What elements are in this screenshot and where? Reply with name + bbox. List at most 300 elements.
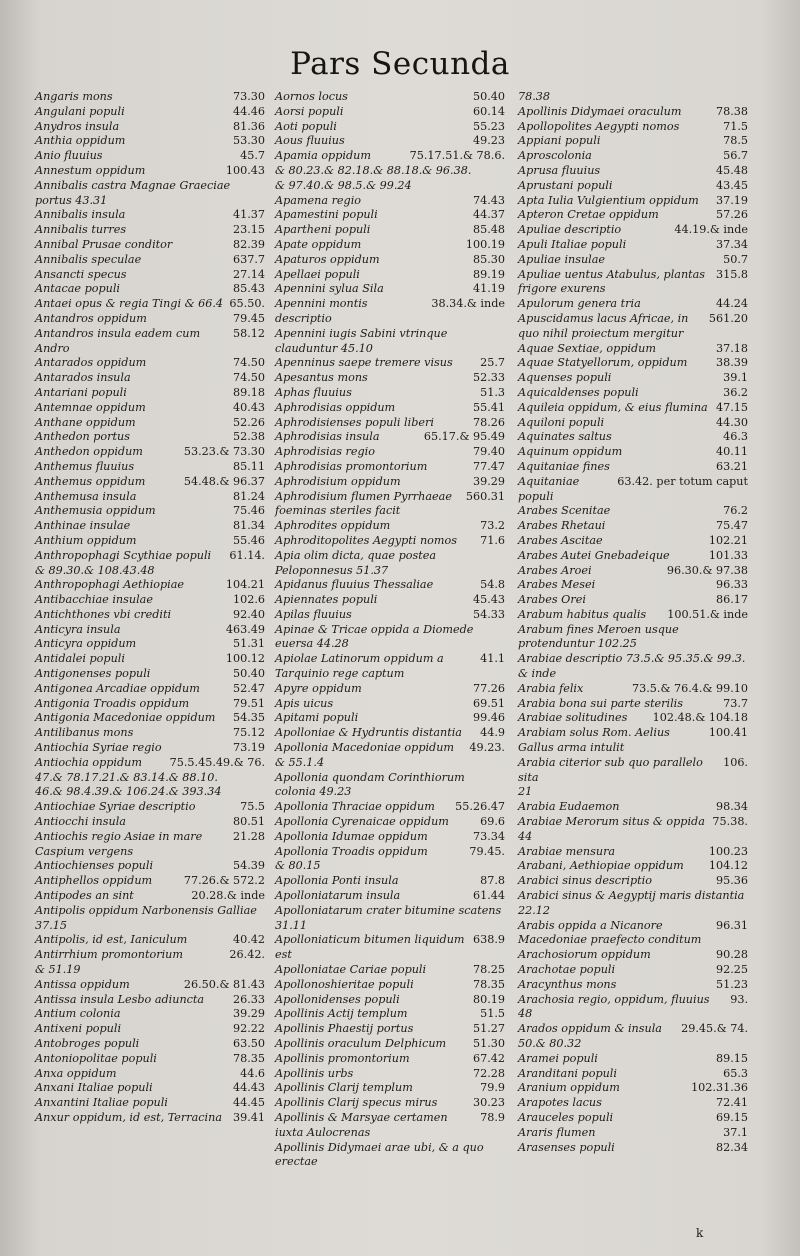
entry-term: Aquicaldenses populi bbox=[518, 385, 639, 399]
entry-term: Apellaei populi bbox=[275, 267, 360, 281]
entry-term: Arados oppidum & insula bbox=[518, 1022, 662, 1036]
entry-term: Arapotes lacus bbox=[518, 1096, 602, 1110]
entry-term: Aquinum oppidum bbox=[518, 445, 623, 459]
entry-reference: 55.23 bbox=[472, 119, 505, 133]
entry-term: Aphrodisias oppidum bbox=[275, 400, 396, 414]
index-entry bbox=[35, 815, 265, 830]
entry-term: Angaris mons bbox=[35, 90, 113, 103]
entry-reference: 75.47 bbox=[715, 519, 748, 533]
entry-reference: 58.12 bbox=[232, 326, 265, 340]
entry-reference: 47.15 bbox=[715, 400, 748, 414]
entry-term: Apennini sylua Sila bbox=[275, 282, 384, 296]
entry-reference: 39.29 bbox=[232, 1007, 265, 1021]
index-entry bbox=[518, 1067, 748, 1082]
index-entry bbox=[275, 475, 505, 490]
index-entry bbox=[518, 238, 748, 253]
index-entry bbox=[35, 667, 265, 682]
entry-term: Apis uicus bbox=[275, 696, 334, 710]
index-entry bbox=[518, 371, 748, 386]
entry-term: Anthedon portus bbox=[35, 430, 130, 444]
entry-reference: 44.30 bbox=[715, 415, 748, 429]
entry-reference: 99.46 bbox=[472, 711, 505, 725]
entry-reference: 54.33 bbox=[472, 607, 505, 621]
entry-reference: 38.39 bbox=[715, 356, 748, 370]
index-entry bbox=[518, 179, 748, 194]
entry-term: Apuliae uentus Atabulus, plantas frigore exurens bbox=[518, 267, 706, 296]
page-title: Pars Secunda bbox=[290, 46, 510, 82]
entry-reference: 104.21 bbox=[225, 578, 265, 592]
index-entry bbox=[275, 933, 505, 963]
entry-term: Aquae Sextiae, oppidum bbox=[518, 341, 656, 355]
entry-reference: 29.45.& 74. bbox=[681, 1022, 748, 1036]
index-entry bbox=[518, 756, 748, 786]
index-entry bbox=[35, 179, 265, 209]
index-column-2 bbox=[275, 90, 505, 1170]
entry-term: Araris flumen bbox=[518, 1125, 596, 1139]
index-entry bbox=[35, 164, 265, 179]
index-entry bbox=[518, 120, 748, 135]
entry-term: Antarados insula bbox=[35, 371, 131, 385]
index-entry bbox=[275, 889, 505, 904]
entry-reference: 96.33 bbox=[715, 578, 748, 592]
entry-reference: 50.40 bbox=[472, 90, 505, 103]
entry-term: Apollonia Troadis oppidum bbox=[275, 844, 428, 858]
entry-reference: 41.37 bbox=[232, 208, 265, 222]
index-entry bbox=[518, 874, 748, 889]
entry-term: Antandros insula eadem cum Andro bbox=[35, 326, 201, 355]
index-entry bbox=[518, 948, 748, 963]
entry-reference: 73.5.& 76.4.& 99.10 bbox=[632, 681, 748, 695]
entry-term: Arabici sinus & Aegyptij maris distantia 22.12 bbox=[518, 889, 745, 917]
index-entry bbox=[275, 164, 505, 179]
entry-term: Antigonenses populi bbox=[35, 667, 151, 681]
index-entry bbox=[275, 771, 505, 801]
index-entry bbox=[35, 1111, 265, 1126]
index-entry bbox=[275, 711, 505, 726]
index-entry bbox=[35, 445, 265, 460]
entry-reference: 50.7 bbox=[723, 252, 748, 266]
entry-term: Apollonidenses populi bbox=[275, 992, 400, 1006]
entry-reference: 44.9 bbox=[480, 726, 505, 740]
index-entry bbox=[275, 1141, 505, 1171]
entry-term: Arabes Aroei bbox=[518, 563, 592, 577]
index-entry bbox=[275, 430, 505, 445]
index-entry bbox=[35, 401, 265, 416]
index-entry bbox=[518, 800, 748, 815]
index-entry bbox=[518, 1052, 748, 1067]
index-entry bbox=[35, 608, 265, 623]
index-entry bbox=[35, 593, 265, 608]
entry-reference: 23.15 bbox=[232, 223, 265, 237]
index-entry bbox=[35, 371, 265, 386]
entry-reference: 89.19 bbox=[472, 267, 505, 281]
index-entry bbox=[518, 475, 748, 505]
entry-term: Apollinis promontorium bbox=[275, 1051, 410, 1065]
entry-term: Apollinis Actij templum bbox=[275, 1007, 408, 1021]
index-entry bbox=[35, 238, 265, 253]
entry-reference: 36.2 bbox=[723, 385, 748, 399]
entry-term: Anthinae insulae bbox=[35, 519, 131, 533]
index-entry bbox=[518, 978, 748, 993]
index-entry bbox=[35, 490, 265, 505]
entry-term: Anthedon oppidum bbox=[35, 445, 143, 459]
index-entry bbox=[275, 1067, 505, 1082]
index-entry bbox=[35, 1007, 265, 1022]
entry-term: Apamestini populi bbox=[275, 208, 378, 222]
entry-reference: 82.34 bbox=[715, 1140, 748, 1154]
index-entry bbox=[35, 726, 265, 741]
entry-term: Arabia bona sui parte sterilis bbox=[518, 696, 684, 710]
entry-term: Antium colonia bbox=[35, 1007, 121, 1021]
index-entry bbox=[35, 504, 265, 519]
index-entry bbox=[518, 356, 748, 371]
entry-term: Apia olim dicta, quae postea Peloponnesus 51.37 bbox=[275, 548, 437, 577]
entry-term: Antobroges populi bbox=[35, 1037, 140, 1050]
entry-term: Apolloniatarum crater bitumine scatens 31.11 bbox=[275, 903, 502, 932]
index-entry bbox=[518, 460, 748, 475]
entry-reference: 81.34 bbox=[232, 519, 265, 533]
index-entry bbox=[275, 194, 505, 209]
index-entry bbox=[275, 800, 505, 815]
entry-term: Antixeni populi bbox=[35, 1022, 122, 1036]
entry-term: Anxur oppidum, id est, Terracina bbox=[35, 1110, 222, 1124]
entry-reference: 560.31 bbox=[465, 489, 505, 503]
index-entry bbox=[518, 889, 748, 919]
entry-reference: 44.43 bbox=[232, 1081, 265, 1095]
index-entry bbox=[35, 756, 265, 771]
index-entry bbox=[35, 904, 265, 934]
entry-term: Arabum habitus qualis bbox=[518, 607, 647, 621]
index-entry bbox=[275, 371, 505, 386]
index-entry bbox=[518, 90, 748, 105]
index-entry bbox=[35, 416, 265, 431]
index-entry bbox=[518, 593, 748, 608]
entry-reference: 72.41 bbox=[715, 1096, 748, 1110]
entry-term: Aous fluuius bbox=[275, 134, 345, 148]
entry-term: Apollonia Cyrenaicae oppidum bbox=[275, 815, 449, 829]
entry-term: Apolloniae & Hydruntis distantia bbox=[275, 726, 462, 740]
entry-reference: 55.41 bbox=[472, 400, 505, 414]
entry-term: Aphrodisias regio bbox=[275, 445, 375, 459]
entry-term: Arabum fines Meroen usque protenduntur 102.25 bbox=[518, 622, 679, 651]
index-entry bbox=[35, 741, 265, 756]
entry-reference: 81.24 bbox=[232, 489, 265, 503]
index-entry bbox=[275, 1052, 505, 1067]
entry-term: Aquitaniae populi bbox=[518, 474, 580, 503]
entry-reference: 75.46 bbox=[232, 504, 265, 518]
entry-term: Anxantini Italiae populi bbox=[35, 1096, 168, 1110]
entry-reference: 74.43 bbox=[472, 193, 505, 207]
entry-term: Apolloniaticum bitumen liquidum est bbox=[275, 933, 465, 962]
entry-term: Apuliae descriptio bbox=[518, 223, 622, 237]
index-entry bbox=[35, 134, 265, 149]
index-column-1 bbox=[35, 90, 265, 1126]
entry-term: Apitami populi bbox=[275, 711, 359, 725]
entry-term: Aranium oppidum bbox=[518, 1081, 620, 1095]
entry-reference: 49.23. bbox=[469, 741, 505, 755]
entry-term: Anthemusia oppidum bbox=[35, 504, 156, 518]
index-entry bbox=[518, 623, 748, 653]
index-entry bbox=[275, 90, 505, 105]
entry-term: Anxa oppidum bbox=[35, 1066, 117, 1080]
entry-term: Apilas fluuius bbox=[275, 607, 352, 621]
index-entry bbox=[275, 904, 505, 934]
entry-term: Antipolis, id est, Ianiculum bbox=[35, 933, 188, 947]
entry-reference: 51.31 bbox=[232, 637, 265, 651]
index-entry bbox=[35, 993, 265, 1008]
index-entry bbox=[35, 978, 265, 993]
index-entry bbox=[35, 208, 265, 223]
index-entry bbox=[35, 933, 265, 948]
entry-reference: 54.35 bbox=[232, 711, 265, 725]
index-entry bbox=[275, 741, 505, 756]
entry-reference: 102.48.& 104.18 bbox=[652, 711, 748, 725]
index-entry bbox=[518, 1037, 748, 1052]
entry-term: Arabani, Aethiopiae oppidum bbox=[518, 859, 684, 873]
entry-reference: 80.51 bbox=[232, 815, 265, 829]
entry-term: Arabis oppida a Nicanore Macedoniae praefecto conditum bbox=[518, 918, 702, 947]
entry-term: Anydros insula bbox=[35, 119, 120, 133]
entry-term: Apennini montis descriptio bbox=[275, 297, 368, 325]
entry-term: Aproscolonia bbox=[518, 149, 592, 163]
entry-reference: 44.46 bbox=[232, 104, 265, 118]
index-entry bbox=[35, 682, 265, 697]
entry-reference: 39.1 bbox=[723, 371, 748, 385]
index-entry bbox=[518, 164, 748, 179]
entry-term: Apidanus fluuius Thessaliae bbox=[275, 578, 434, 592]
entry-reference: 54.8 bbox=[480, 578, 505, 592]
entry-reference: 315.8 bbox=[715, 267, 748, 281]
entry-term: Aphrodisienses populi liberi bbox=[275, 415, 434, 429]
entry-term: Apiolae Latinorum oppidum a Tarquinio rege captum bbox=[275, 652, 444, 681]
index-entry bbox=[275, 1111, 505, 1141]
entry-term: Arabiae mensura bbox=[518, 844, 616, 858]
entry-term: Annestum oppidum bbox=[35, 163, 146, 177]
index-entry bbox=[275, 460, 505, 475]
entry-reference: 92.25 bbox=[715, 963, 748, 977]
entry-reference: 63.42. per totum caput bbox=[617, 474, 748, 488]
index-entry bbox=[35, 1067, 265, 1082]
entry-term: Arachotae populi bbox=[518, 963, 616, 977]
index-entry bbox=[518, 253, 748, 268]
index-entry bbox=[518, 416, 748, 431]
entry-term: Annibal Prusae conditor bbox=[35, 237, 173, 251]
entry-reference: 80.19 bbox=[472, 992, 505, 1006]
entry-reference: 61.14. bbox=[229, 548, 265, 562]
entry-reference: 41.1 bbox=[480, 652, 505, 666]
entry-term: Arachosiorum oppidum bbox=[518, 948, 651, 962]
entry-reference: 92.22 bbox=[232, 1022, 265, 1036]
entry-reference: 96.30.& 97.38 bbox=[666, 563, 748, 577]
entry-reference: 85.30 bbox=[472, 252, 505, 266]
index-entry bbox=[35, 268, 265, 283]
index-entry bbox=[275, 105, 505, 120]
entry-term: Antacae populi bbox=[35, 282, 120, 296]
index-entry bbox=[518, 726, 748, 756]
entry-term: Apteron Cretae oppidum bbox=[518, 208, 659, 222]
entry-term: Apollonia quondam Corinthiorum colonia 49.23 bbox=[275, 770, 465, 799]
entry-term: & 80.15 bbox=[275, 859, 321, 873]
index-entry bbox=[275, 756, 505, 771]
entry-term: Apulorum genera tria bbox=[518, 297, 641, 311]
signature-mark: k bbox=[696, 1226, 704, 1240]
entry-term: & 89.30.& 108.43.48 bbox=[35, 563, 155, 577]
entry-term: Ansancti specus bbox=[35, 267, 127, 281]
entry-reference: 76.2 bbox=[723, 504, 748, 518]
index-entry bbox=[518, 711, 748, 726]
entry-term: Antigonia Macedoniae oppidum bbox=[35, 711, 216, 725]
entry-reference: 106. bbox=[723, 755, 748, 769]
index-entry bbox=[275, 623, 505, 653]
entry-term: Arabiam solus Rom. Aelius Gallus arma intulit bbox=[518, 726, 670, 755]
entry-reference: 61.44 bbox=[472, 889, 505, 903]
entry-term: Arabia citerior sub quo parallelo sita bbox=[518, 755, 703, 784]
entry-reference: 49.23 bbox=[472, 134, 505, 148]
entry-term: Antiocchi insula bbox=[35, 815, 126, 829]
index-entry bbox=[275, 593, 505, 608]
entry-reference: 78.35 bbox=[472, 977, 505, 991]
entry-term: Anthane oppidum bbox=[35, 415, 136, 429]
entry-term: 50.& 80.32 bbox=[518, 1037, 582, 1050]
entry-term: Apuliae insulae bbox=[518, 252, 606, 266]
entry-reference: 69.15 bbox=[715, 1110, 748, 1124]
index-entry bbox=[518, 578, 748, 593]
index-entry bbox=[35, 327, 265, 357]
entry-reference: 92.40 bbox=[232, 607, 265, 621]
entry-reference: 90.28 bbox=[715, 948, 748, 962]
entry-term: Apinae & Tricae oppida a Diomede euersa 44.28 bbox=[275, 622, 474, 651]
index-entry bbox=[518, 401, 748, 416]
entry-reference: 102.21 bbox=[708, 533, 748, 547]
index-entry bbox=[518, 149, 748, 164]
entry-term: Antiphellos oppidum bbox=[35, 874, 153, 888]
entry-reference: 73.19 bbox=[232, 741, 265, 755]
entry-term: Aphas fluuius bbox=[275, 385, 352, 399]
index-entry bbox=[518, 993, 748, 1008]
index-entry bbox=[35, 1096, 265, 1111]
index-entry bbox=[35, 830, 265, 860]
entry-term: Antaei opus & regia Tingi & 66.4 bbox=[35, 297, 224, 311]
entry-term: Antigonia Troadis oppidum bbox=[35, 696, 190, 710]
entry-term: Arabes Autei Gnebadeique bbox=[518, 548, 670, 562]
entry-term: & inde bbox=[518, 667, 557, 681]
entry-reference: 75.17.51.& 78.6. bbox=[409, 149, 505, 163]
index-entry bbox=[35, 564, 265, 579]
index-entry bbox=[518, 815, 748, 830]
entry-term: Apiennates populi bbox=[275, 593, 378, 607]
index-entry bbox=[35, 889, 265, 904]
index-entry bbox=[518, 1126, 748, 1141]
entry-term: Aquinates saltus bbox=[518, 430, 612, 444]
entry-reference: 78.35 bbox=[232, 1051, 265, 1065]
entry-reference: 100.23 bbox=[708, 844, 748, 858]
entry-term: Aprustani populi bbox=[518, 178, 613, 192]
index-entry bbox=[518, 1022, 748, 1037]
index-entry bbox=[35, 1052, 265, 1067]
entry-term: Antarados oppidum bbox=[35, 356, 147, 370]
index-entry bbox=[275, 327, 505, 357]
entry-reference: 38.34.& inde bbox=[431, 297, 505, 311]
index-entry bbox=[518, 667, 748, 682]
index-entry bbox=[275, 238, 505, 253]
index-entry bbox=[275, 993, 505, 1008]
index-entry bbox=[275, 356, 505, 371]
entry-reference: 52.38 bbox=[232, 430, 265, 444]
index-entry bbox=[518, 519, 748, 534]
entry-term: Antilibanus mons bbox=[35, 726, 134, 740]
index-entry bbox=[275, 149, 505, 164]
index-entry bbox=[518, 830, 748, 845]
index-entry bbox=[275, 416, 505, 431]
entry-reference: 27.14 bbox=[232, 267, 265, 281]
index-entry bbox=[518, 194, 748, 209]
entry-reference: 60.14 bbox=[472, 104, 505, 118]
index-entry bbox=[518, 223, 748, 238]
index-entry bbox=[35, 460, 265, 475]
entry-reference: 86.17 bbox=[715, 593, 748, 607]
entry-reference: 51.5 bbox=[480, 1007, 505, 1021]
entry-term: Aphrodites oppidum bbox=[275, 519, 391, 533]
index-entry bbox=[518, 682, 748, 697]
entry-reference: 69.6 bbox=[480, 815, 505, 829]
entry-reference: 77.26.& 572.2 bbox=[183, 874, 265, 888]
index-entry bbox=[275, 874, 505, 889]
index-entry bbox=[275, 1096, 505, 1111]
index-entry bbox=[35, 430, 265, 445]
entry-term: Antiochienses populi bbox=[35, 859, 154, 873]
index-entry bbox=[275, 120, 505, 135]
entry-term: Antidalei populi bbox=[35, 652, 125, 666]
entry-reference: 85.48 bbox=[472, 223, 505, 237]
entry-term: Apate oppidum bbox=[275, 237, 362, 251]
entry-term: Aranditani populi bbox=[518, 1066, 617, 1080]
entry-reference: 40.43 bbox=[232, 400, 265, 414]
entry-reference: 65.17.& 95.49 bbox=[423, 430, 505, 444]
index-entry bbox=[518, 386, 748, 401]
index-entry bbox=[518, 105, 748, 120]
entry-reference: 79.45. bbox=[469, 844, 505, 858]
entry-term: Anticyra oppidum bbox=[35, 637, 137, 651]
index-entry bbox=[275, 223, 505, 238]
entry-term: Anthemus fluuius bbox=[35, 459, 135, 473]
index-entry bbox=[518, 534, 748, 549]
index-entry bbox=[35, 356, 265, 371]
entry-term: Arabes Rhetaui bbox=[518, 519, 606, 533]
entry-term: Aprusa fluuius bbox=[518, 163, 601, 177]
index-entry bbox=[35, 1081, 265, 1096]
index-entry bbox=[35, 386, 265, 401]
index-entry bbox=[518, 549, 748, 564]
index-entry bbox=[35, 963, 265, 978]
entry-reference: 52.26 bbox=[232, 415, 265, 429]
entry-term: Annibalis castra Magnae Graeciae portus 43.31 bbox=[35, 178, 231, 207]
index-entry bbox=[35, 90, 265, 105]
index-entry bbox=[518, 697, 748, 712]
index-entry bbox=[518, 859, 748, 874]
entry-reference: 54.39 bbox=[232, 859, 265, 873]
index-entry bbox=[518, 297, 748, 312]
entry-reference: 73.34 bbox=[472, 829, 505, 843]
index-entry bbox=[35, 534, 265, 549]
index-entry bbox=[275, 830, 505, 845]
entry-reference: 65.3 bbox=[723, 1066, 748, 1080]
entry-term: Anio fluuius bbox=[35, 149, 103, 163]
entry-term: Apollinis Clarij specus mirus bbox=[275, 1096, 438, 1110]
entry-reference: 463.49 bbox=[225, 622, 265, 636]
entry-term: Apamena regio bbox=[275, 193, 362, 207]
entry-term: Apollinis Didymaei oraculum bbox=[518, 104, 682, 118]
index-entry bbox=[518, 963, 748, 978]
